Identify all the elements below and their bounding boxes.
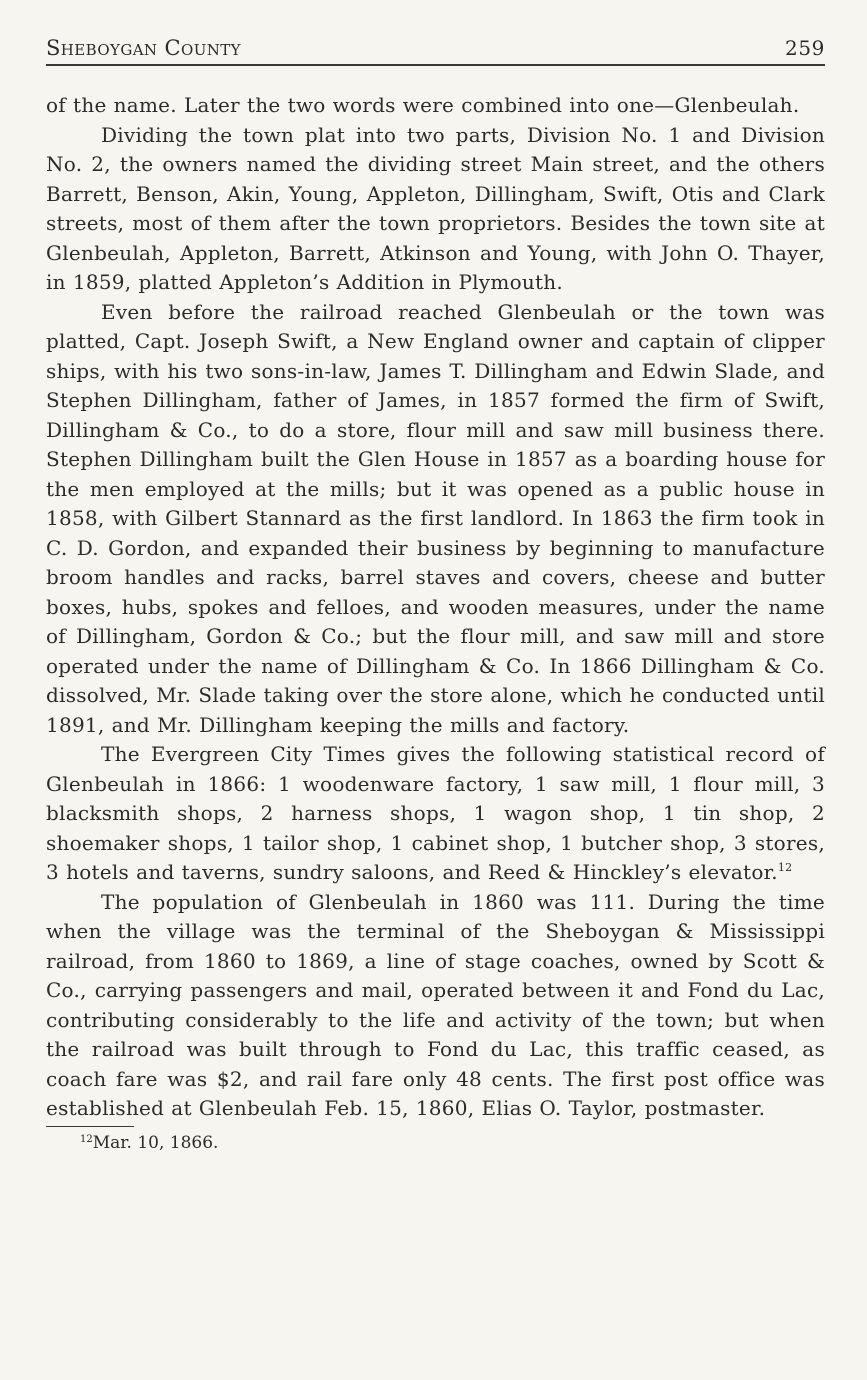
footnote-number: 12 xyxy=(80,1133,93,1145)
paragraph-3 xyxy=(46,298,825,741)
paragraph-4 xyxy=(46,740,825,888)
paragraph-1 xyxy=(46,91,825,121)
running-title: Sheboygan County xyxy=(46,36,241,60)
book-page xyxy=(46,34,825,1155)
paragraph-5 xyxy=(46,888,825,1124)
footnote-rule xyxy=(46,1126,134,1127)
paragraph-1-text: of the name. Later the two words were combined into one—Glenbeulah. xyxy=(46,93,800,117)
footnote xyxy=(46,1131,825,1155)
paragraph-2-text: Dividing the town plat into two parts, Division No. 1 and Division No. 2, the owners named the dividing street Main street, and the others Barrett, Benson, Akin, Young, Appleton, Dillingham, Swift, Otis and Clark streets, most of them after the town proprietors. Besides the town site at Glenbeulah, Appleton, Barrett, Atkinson and Young, with John O. Thayer, in 1859, platted Appleton’s Addition in Plymouth. xyxy=(46,122,825,294)
paragraph-3-text: Even before the railroad reached Glenbeulah or the town was platted, Capt. Joseph Swift, a New England owner and captain of clipper ships, with his two sons-in-law, James T. Dillingham and Edwin Slade, and Stephen Dillingham, father of James, in 1857 formed the firm of Swift, Dillingham & Co., to do a store, flour mill and saw mill business there. Stephen Dillingham built the Glen House in 1857 as a boarding house for the men employed at the mills; but it was opened as a public house in 1858, with Gilbert Stannard as the first landlord. In 1863 the firm took in C. D. Gordon, and expanded their business by beginning to manufacture broom handles and racks, barrel staves and covers, cheese and butter boxes, hubs, spokes and felloes, and wooden measures, under the name of Dillingham, Gordon & Co.; but the flour mill, and saw mill and store operated under the name of Dillingham & Co. In 1866 Dillingham & Co. dissolved, Mr. Slade taking over the store alone, which he conducted until 1891, and Mr. Dillingham keeping the mills and factory. xyxy=(46,299,825,737)
page-number: 259 xyxy=(785,36,825,60)
running-header xyxy=(46,34,825,66)
paragraph-5-text: The population of Glenbeulah in 1860 was 111. During the time when the village was the terminal of the Sheboygan & Mississippi railroad, from 1860 to 1869, a line of stage coaches, owned by Scott & Co., carrying passengers and mail, operated between it and Fond du Lac, contributing considerably to the life and activity of the town; but when the railroad was built through to Fond du Lac, this traffic ceased, as coach fare was $2, and rail fare only 48 cents. The first post office was established at Glenbeulah Feb. 15, 1860, Elias O. Taylor, postmaster. xyxy=(46,889,825,1120)
paragraph-4-text: The Evergreen City Times gives the following statistical record of Glenbeulah in 1866: 1 woodenware factory, 1 saw mill, 1 flour mill, 3 blacksmith shops, 2 harness shops, 1 wagon shop, 1 tin shop, 2 shoemaker shops, 1 tailor shop, 1 cabinet shop, 1 butcher shop, 3 stores, 3 hotels and taverns, sundry saloons, and Reed & Hinckley’s elevator. xyxy=(46,742,825,884)
body-text xyxy=(46,91,825,1124)
paragraph-2 xyxy=(46,121,825,298)
footnote-text: Mar. 10, 1866. xyxy=(92,1132,219,1153)
footnote-reference[interactable]: 12 xyxy=(777,861,793,874)
